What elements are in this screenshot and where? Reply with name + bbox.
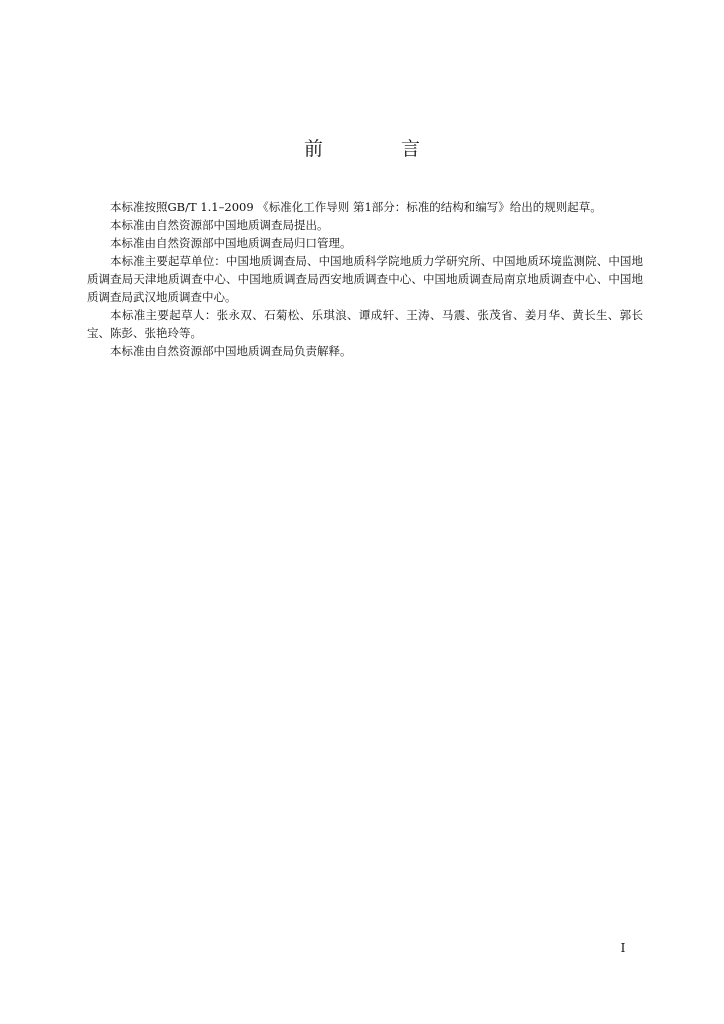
- foreword-body: [87, 198, 643, 360]
- paragraph-interpretation: 本标准由自然资源部中国地质调查局负责解释。: [110, 344, 352, 358]
- paragraph-drafters: 本标准主要起草人：张永双、石菊松、乐琪浪、谭成轩、王涛、马震、张茂省、姜月华、黄长生、郭长宝、陈彭、张艳玲等。: [87, 308, 643, 340]
- paragraph-administration: 本标准由自然资源部中国地质调查局归口管理。: [110, 236, 352, 250]
- paragraph-drafting-rules: 本标准按照GB/T 1.1–2009 《标准化工作导则 第1部分：标准的结构和编写》给出的规则起草。: [110, 200, 602, 214]
- paragraph-drafting-units: 本标准主要起草单位：中国地质调查局、中国地质科学院地质力学研究所、中国地质环境监测院、中国地质调查局天津地质调查中心、中国地质调查局西安地质调查中心、中国地质调查局南京地质调查中心、中国地质调查局武汉地质调查中心。: [87, 254, 643, 304]
- page-title: 前 言: [303, 138, 457, 160]
- paragraph-proposer: 本标准由自然资源部中国地质调查局提出。: [110, 218, 329, 232]
- page-number: I: [620, 941, 626, 955]
